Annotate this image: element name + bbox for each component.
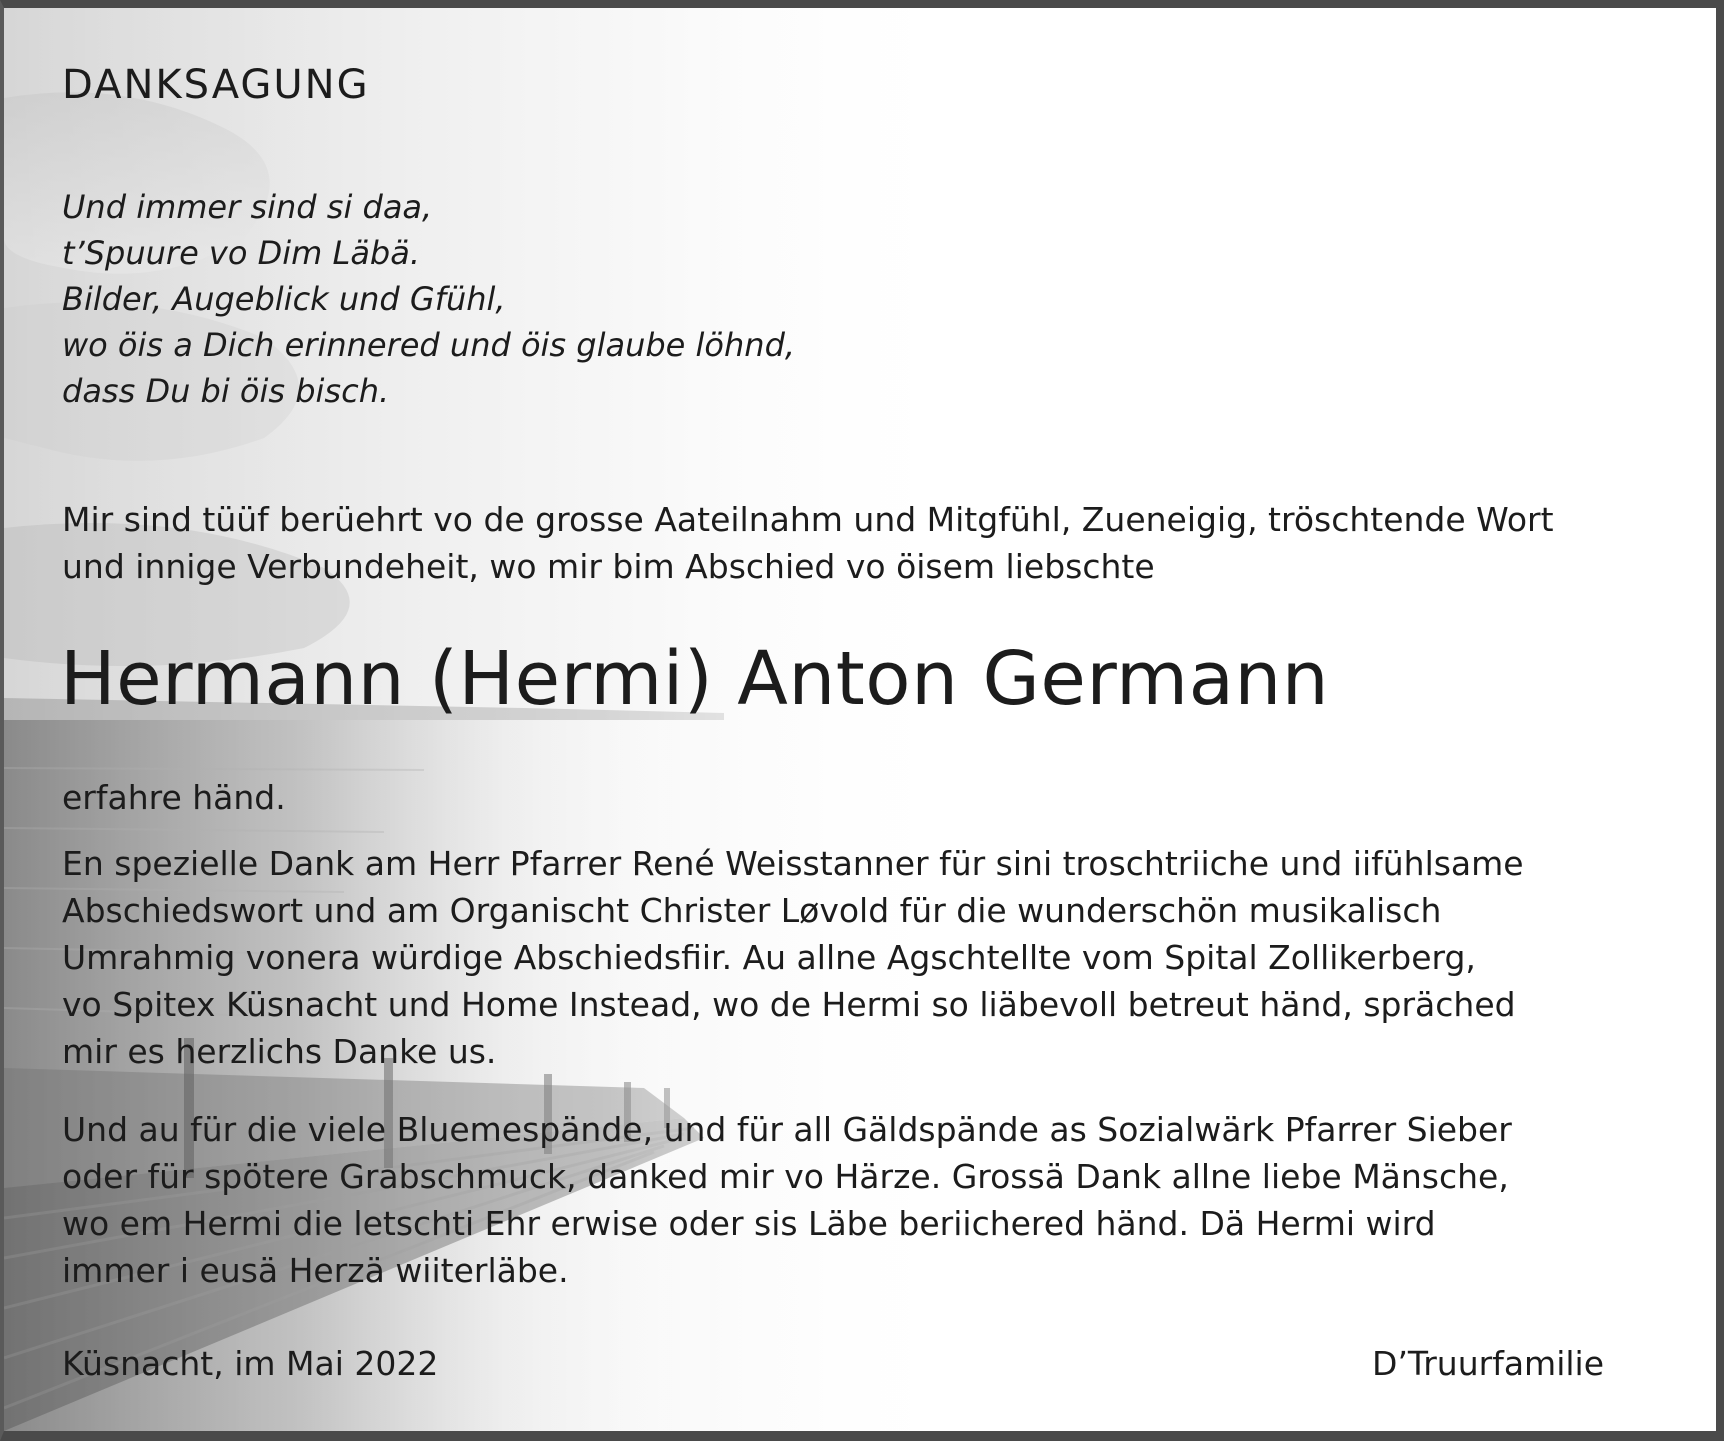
text-line: Mir sind tüüf berüehrt vo de grosse Aateilnahm und Mitgfühl, Zueneigig, tröschtende Wort — [62, 500, 1554, 539]
poem-line: t’Spuure vo Dim Läbä. — [62, 234, 421, 272]
poem-line: dass Du bi öis bisch. — [62, 372, 390, 410]
text-line: En spezielle Dank am Herr Pfarrer René Weisstanner für sini troschtriiche und iifühlsame — [62, 844, 1524, 883]
thanks-paragraph-2 — [62, 1106, 1512, 1294]
notice-heading: DANKSAGUNG — [62, 62, 370, 108]
place-date: Küsnacht, im Mai 2022 — [62, 1344, 439, 1383]
text-line: oder für spötere Grabschmuck, danked mir vo Härze. Grossä Dank allne liebe Mänsche, — [62, 1157, 1509, 1196]
deceased-name: Hermann (Hermi) Anton Germann — [60, 636, 1330, 722]
text-line: Und au für die viele Bluemespände, und für all Gäldspände as Sozialwärk Pfarrer Sieber — [62, 1110, 1512, 1149]
after-name-text — [62, 774, 286, 821]
text-line: vo Spitex Küsnacht und Home Instead, wo de Hermi so liäbevoll betreut händ, spräched — [62, 985, 1516, 1024]
notice-text — [4, 8, 1716, 1431]
intro-paragraph — [62, 496, 1554, 590]
signature: D’Truurfamilie — [1372, 1344, 1604, 1383]
poem-line: Und immer sind si daa, — [62, 188, 433, 226]
thanks-paragraph-1 — [62, 840, 1524, 1075]
text-line: mir es herzlichs Danke us. — [62, 1032, 497, 1071]
text-line: erfahre händ. — [62, 778, 286, 817]
text-line: Umrahmig vonera würdige Abschiedsfiir. Au allne Agschtellte vom Spital Zollikerberg, — [62, 938, 1476, 977]
text-line: und innige Verbundeheit, wo mir bim Abschied vo öisem liebschte — [62, 547, 1155, 586]
poem-line: wo öis a Dich erinnered und öis glaube löhnd, — [62, 326, 796, 364]
text-line: Abschiedswort und am Organischt Christer Løvold für die wunderschön musikalisch — [62, 891, 1442, 930]
text-line: wo em Hermi die letschti Ehr erwise oder sis Läbe beriichered händ. Dä Hermi wird — [62, 1204, 1436, 1243]
text-line: immer i eusä Herzä wiiterläbe. — [62, 1251, 569, 1290]
poem-line: Bilder, Augeblick und Gfühl, — [62, 280, 506, 318]
poem — [62, 184, 795, 414]
